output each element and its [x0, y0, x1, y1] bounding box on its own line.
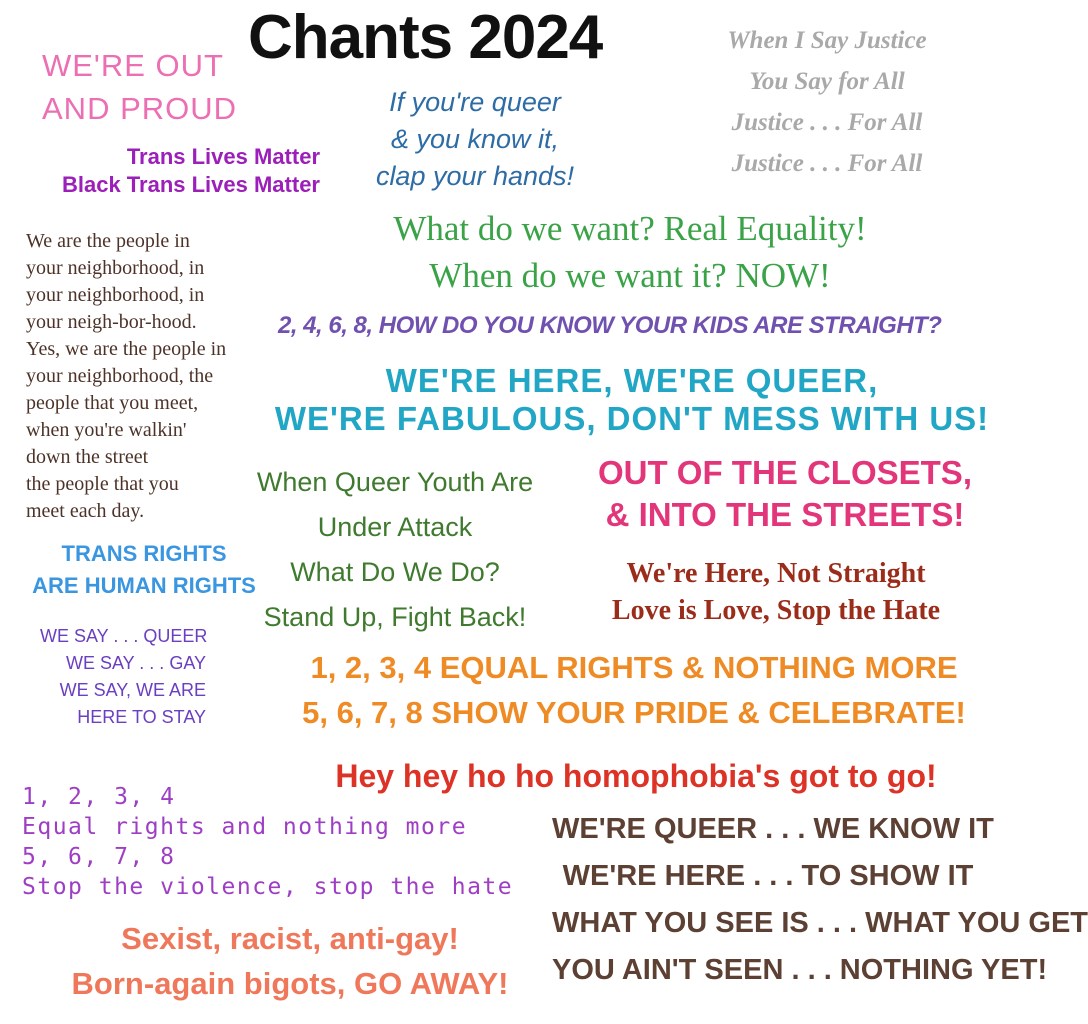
chant-line: Yes, we are the people in	[26, 338, 227, 360]
chant-line: WE'RE FABULOUS, DON'T MESS WITH US!	[274, 400, 990, 437]
chant-line: HERE TO STAY	[77, 707, 206, 727]
chant-out-of-closets	[568, 452, 1002, 536]
chant-line: ARE HUMAN RIGHTS	[32, 573, 256, 598]
chant-line: Equal rights and nothing more	[22, 814, 468, 840]
chant-line: your neighborhood, the	[26, 365, 214, 387]
chant-line: Justice . . . For All	[731, 150, 923, 177]
chant-line: TRANS RIGHTS	[61, 541, 227, 566]
chant-trans-lives-matter	[8, 143, 320, 199]
chant-kids-straight	[278, 308, 941, 344]
chant-line: AND PROUD	[42, 91, 238, 126]
chant-queer-youth-attack	[256, 460, 534, 640]
chant-line: & you know it,	[390, 124, 560, 154]
chant-line: What do we want? Real Equality!	[393, 209, 867, 248]
chant-line: We are the people in	[26, 230, 190, 252]
chant-line: Stand Up, Fight Back!	[263, 602, 527, 632]
chant-line: WE'RE QUEER . . . WE KNOW IT	[552, 813, 994, 845]
chant-line: We're Here, Not Straight	[626, 558, 926, 589]
chant-line: & INTO THE STREETS!	[605, 496, 965, 533]
chant-line: WE'RE HERE, WE'RE QUEER,	[385, 362, 879, 399]
chant-line: WE SAY . . . QUEER	[40, 626, 208, 646]
chant-line: Hey hey ho ho homophobia's got to go!	[335, 758, 937, 794]
chant-line: your neighborhood, in	[26, 257, 205, 279]
chant-line: Black Trans Lives Matter	[61, 172, 320, 197]
chant-line: When I Say Justice	[727, 27, 927, 54]
chant-bigots-go-away	[36, 916, 544, 1006]
chant-line: Trans Lives Matter	[126, 144, 320, 169]
chant-justice-for-all	[672, 20, 982, 184]
chant-we-say-queer	[40, 623, 206, 731]
chant-line: clap your hands!	[375, 161, 575, 191]
chant-line: 1, 2, 3, 4	[22, 784, 176, 810]
chant-out-and-proud	[42, 44, 237, 130]
chant-line: When Queer Youth Are	[256, 467, 534, 497]
page-title: Chants 2024	[248, 3, 603, 72]
chant-line: OUT OF THE CLOSETS,	[597, 454, 972, 491]
chant-line: When do we want it? NOW!	[429, 256, 831, 295]
chant-line: WE'RE HERE . . . TO SHOW IT	[562, 860, 974, 892]
chant-real-equality	[280, 205, 980, 299]
chant-line: people that you meet,	[26, 392, 199, 414]
chant-stop-the-violence	[22, 782, 513, 902]
chant-line: 1, 2, 3, 4 EQUAL RIGHTS & NOTHING MORE	[310, 650, 958, 685]
chant-line: If you're queer	[389, 87, 561, 117]
chant-line: WE SAY . . . GAY	[65, 653, 206, 673]
chant-line: down the street	[26, 446, 149, 468]
chant-line: your neighborhood, in	[26, 284, 205, 306]
chant-line: 2, 4, 6, 8, HOW DO YOU KNOW YOUR KIDS ARE STRAIGHT?	[278, 312, 942, 339]
chant-queer-know-it	[552, 806, 1088, 994]
chant-line: Under Attack	[317, 512, 473, 542]
chant-line: the people that you	[26, 473, 179, 495]
chant-people-in-neighborhood	[26, 228, 226, 525]
chant-queer-clap-hands	[340, 84, 610, 195]
chant-line: Sexist, racist, anti-gay!	[121, 921, 459, 956]
chant-line: your neigh-bor-hood.	[26, 311, 197, 333]
chant-line: Love is Love, Stop the Hate	[611, 595, 941, 626]
chant-line: You Say for All	[749, 68, 905, 95]
chant-here-queer-fabulous	[258, 362, 1006, 438]
chant-equal-rights-celebrate	[276, 645, 992, 735]
chant-line: when you're walkin'	[26, 419, 187, 441]
chant-line: 5, 6, 7, 8	[22, 844, 176, 870]
chant-line: WE'RE OUT	[42, 48, 224, 83]
chant-line: Stop the violence, stop the hate	[22, 874, 514, 900]
chant-line: What Do We Do?	[290, 557, 500, 587]
chant-line: WE SAY, WE ARE	[59, 680, 206, 700]
chant-line: Born-again bigots, GO AWAY!	[71, 966, 509, 1001]
chant-line: Justice . . . For All	[731, 109, 923, 136]
chant-here-not-straight	[550, 555, 1002, 629]
chant-line: YOU AIN'T SEEN . . . NOTHING YET!	[552, 954, 1048, 986]
chant-line: 5, 6, 7, 8 SHOW YOUR PRIDE & CELEBRATE!	[302, 695, 966, 730]
chant-trans-rights	[28, 538, 260, 602]
chant-line: WHAT YOU SEE IS . . . WHAT YOU GET	[552, 907, 1088, 939]
chant-line: meet each day.	[26, 500, 145, 522]
